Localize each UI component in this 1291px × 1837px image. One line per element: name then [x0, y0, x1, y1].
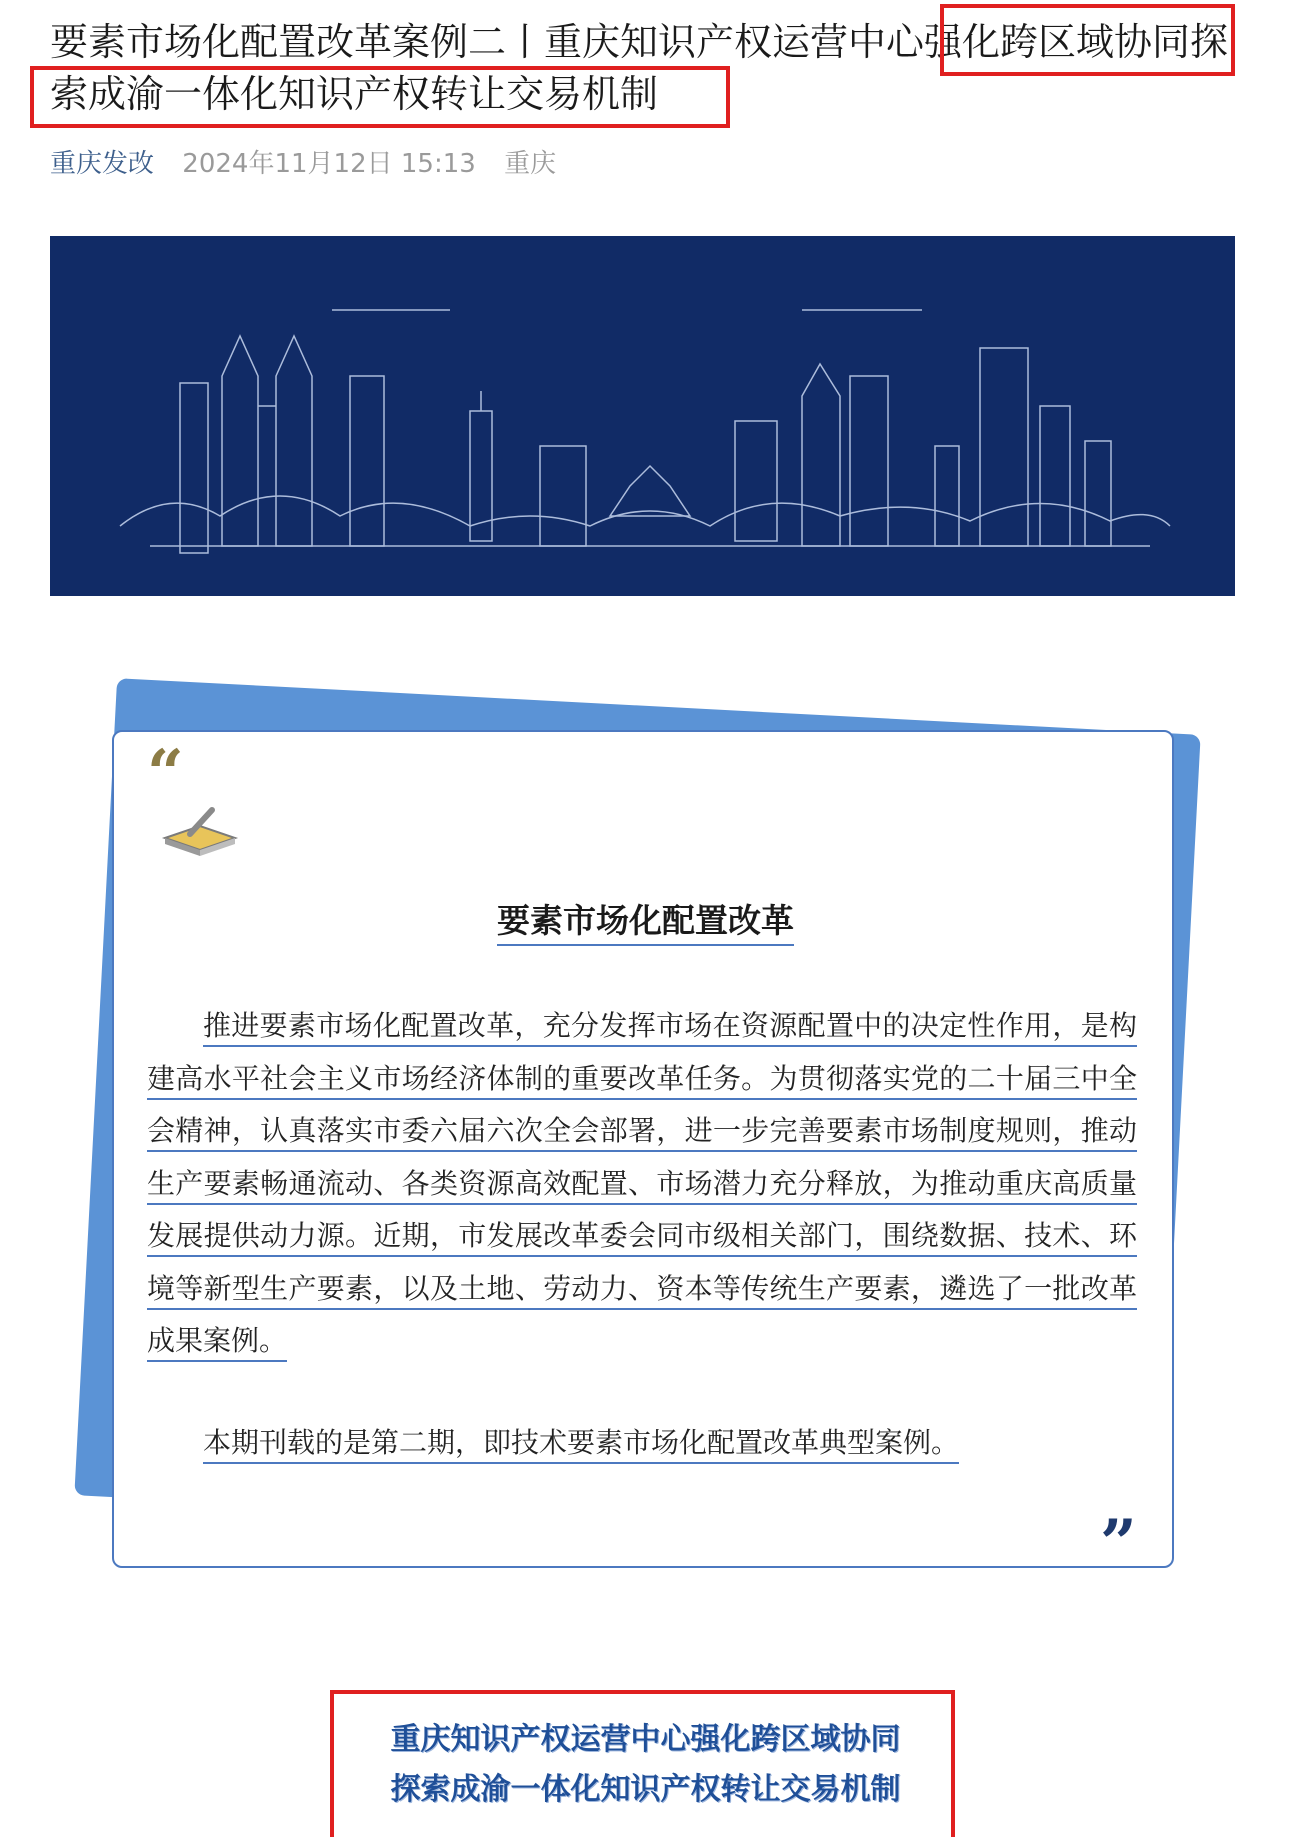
issue-note-paragraph: [147, 1417, 1137, 1470]
publish-datetime: 2024年11月12日 15:13: [182, 149, 476, 179]
title-highlight-box: [940, 4, 1235, 76]
article-meta: [50, 143, 576, 180]
card-heading-text: 要素市场化配置改革: [497, 901, 794, 946]
skyline-banner: [50, 236, 1235, 596]
card-heading: [0, 895, 1291, 942]
section-title-line: 探索成渝一体化知识产权转让交易机制: [390, 1772, 901, 1807]
section-title: [0, 1715, 1291, 1815]
author-link[interactable]: 重庆发改: [50, 149, 155, 179]
article-title: 要素市场化配置改革案例二丨重庆知识产权运营中心强化跨区域协同探索成渝一体化知识产权转让交易机制: [50, 20, 1229, 116]
intro-paragraph: [147, 1000, 1137, 1368]
issue-note-text: 本期刊载的是第二期，即技术要素市场化配置改革典型案例。: [203, 1426, 959, 1464]
book-icon: [160, 800, 240, 864]
title-highlight-box: [30, 66, 730, 128]
section-title-line: 重庆知识产权运营中心强化跨区域协同: [390, 1722, 901, 1757]
intro-paragraph-text: 推进要素市场化配置改革，充分发挥市场在资源配置中的决定性作用，是构建高水平社会主义市场经济体制的重要改革任务。为贯彻落实党的二十届三中全会精神，认真落实市委六届六次全会部署，进一步完善要素市场制度规则，推动生产要素畅通流动、各类资源高效配置、市场潜力充分释放，为推动重庆高质量发展提供动力源。近期，市发展改革委会同市级相关部门，围绕数据、技术、环境等新型生产要素，以及土地、劳动力、资本等传统生产要素，遴选了一批改革成果案例。: [147, 1009, 1137, 1362]
publish-location: 重庆: [504, 149, 557, 179]
close-quote-mark: ”: [1100, 1506, 1137, 1581]
chongqing-skyline-illustration: [50, 236, 1235, 596]
open-quote-mark: “: [147, 736, 184, 811]
